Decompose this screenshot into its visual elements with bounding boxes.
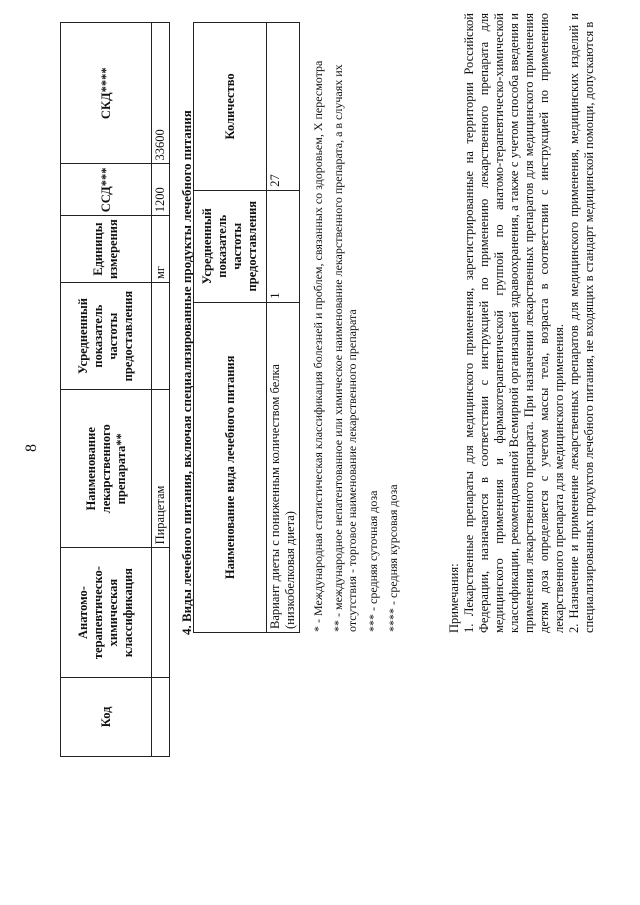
table-header-cell: СКД**** <box>61 23 152 164</box>
table-cell: 1 <box>267 190 300 302</box>
table-cell: 33600 <box>152 23 170 164</box>
table-cell: Вариант диеты с пониженным количеством белка (низкобелковая диета) <box>267 302 300 632</box>
table-cell: 27 <box>267 23 300 191</box>
notes-title: Примечания: <box>447 563 461 633</box>
notes-block <box>447 13 597 633</box>
table-header-cell: Код <box>61 677 152 756</box>
note-paragraph: 1. Лекарственные препараты для медицинского применения, зарегистрированные на территории Российской Федерации, назначаются в соответствии с инструкцией по применению лекарственного препарата для медицинского применения и фармакотерапевтической группой по анатомо-терапевтическо-химической классификации, рекомендованной Всемирной организацией здравоохранения, а также с учетом способа введения и применения лекарственного препарата. При назначении лекарственных препаратов для медицинского применения детям доза определяется с учетом массы тела, возраста в соответствии с инструкцией по применению лекарственного препарата для медицинского применения. <box>462 13 566 633</box>
table-row <box>152 23 170 757</box>
table-cell: мг <box>152 216 170 283</box>
footnote: **** - средняя курсовая доза <box>386 484 400 632</box>
table-cell <box>152 548 170 677</box>
note-paragraph: 2. Назначение и применение лекарственных препаратов для медицинского применения, медицинских изделий и специализированных продуктов лечебного питания, не входящих в стандарт медицинской помощи, допускаются в <box>567 13 596 633</box>
table-cell: 1200 <box>152 164 170 216</box>
drug-table <box>60 22 170 757</box>
table-header-cell: Анатомо-терапевтическо-химическая классификация <box>61 548 152 677</box>
table-header-cell: Количество <box>194 23 267 191</box>
table-cell: Пирацетам <box>152 390 170 548</box>
table-header-row <box>194 23 267 633</box>
table-header-cell: Усредненный показатель частоты предоставления <box>61 283 152 390</box>
table-cell <box>152 677 170 756</box>
section-heading: 4. Виды лечебного питания, включая специализированные продукты лечебного питания <box>179 110 194 635</box>
table-header-cell: Наименование лекарственного препарата** <box>61 390 152 548</box>
page-number: 8 <box>23 444 40 452</box>
footnote: * - Международная статистическая классификация болезней и проблем, связанных со здоровьем, X пересмотра <box>311 60 325 632</box>
table-header-cell: Усредненный показатель частоты предоставления <box>194 190 267 302</box>
footnote: ** - международное непатентованное или химическое наименование лекарственного препарата, а в случаях их отсутствия - торговое наименование лекарственного препарата <box>331 64 359 632</box>
table-row <box>267 23 300 633</box>
table-cell <box>152 283 170 390</box>
footnote: *** - средняя суточная доза <box>366 490 380 632</box>
table-header-cell: ССД*** <box>61 164 152 216</box>
table-header-cell: Единицы измерения <box>61 216 152 283</box>
table-header-cell: Наименование вида лечебного питания <box>194 302 267 632</box>
nutrition-table <box>193 22 300 633</box>
table-header-row <box>61 23 152 757</box>
